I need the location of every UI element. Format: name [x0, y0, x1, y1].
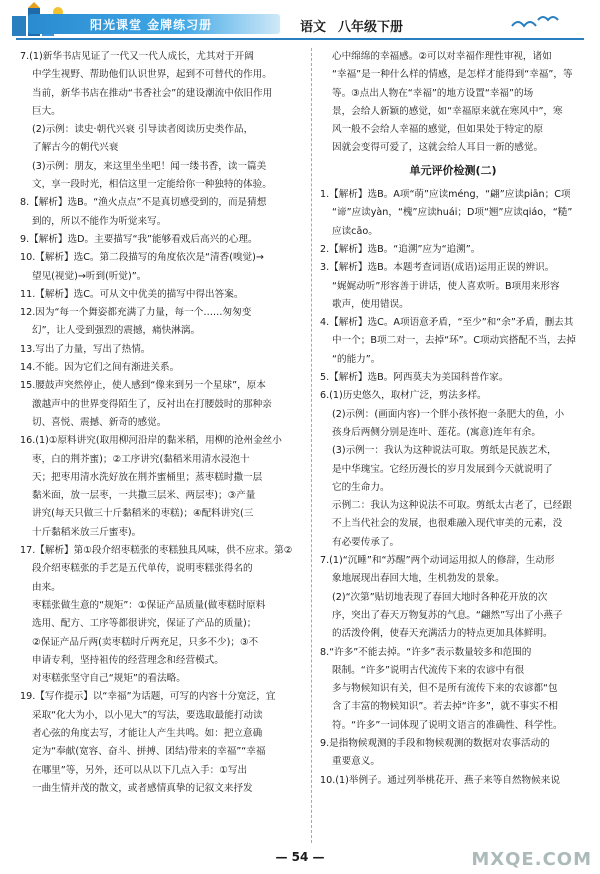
answer-line: “的能力”。: [332, 353, 381, 365]
answer-line: 10.【解析】选C。第二段描写的角度依次是“清香(嗅觉)→: [20, 252, 264, 264]
answer-line: 象地展现出春回大地，生机勃发的景象。: [332, 573, 505, 585]
answer-line: 5.【解析】选B。阿西莫夫为美国科普作家。: [320, 372, 509, 384]
answer-line: 等。③点出人物在“幸福”的地方设置“幸福”的场: [332, 87, 534, 99]
answer-line: 对枣糕张坚守自己“规矩”的看法略。: [32, 673, 186, 685]
answer-line: 含了丰富的物候知识”。若去掉“许多”，就不事实不相: [332, 701, 558, 713]
answer-line: 孩身后两侧分别是连叶、莲花。(寓意)连年有余。: [332, 426, 541, 438]
answer-line: 景，会给人新颖的感觉，如“幸福原来就在寒风中”，寒: [332, 105, 563, 117]
answer-line: 8.【解析】选B。“渔火点点”不是真切感受到的，而是猜想: [20, 197, 267, 209]
answer-line: 风一般不会给人幸福的感觉，但如果处于特定的原: [332, 124, 544, 136]
answer-line: 了解古今的朝代兴衰: [32, 142, 119, 154]
answer-line: 者心弦的角度去写，才能让人产生共鸣。如：把立意确: [32, 727, 263, 739]
answer-line: 因就会变得可爱了，这就会给人耳目一新的感觉。: [332, 142, 544, 154]
right-column-answers: [320, 186, 586, 790]
answer-line: 歌声，使用错误。: [332, 298, 409, 310]
header-rule: [16, 38, 584, 40]
answer-line: 应读cāo。: [332, 225, 378, 237]
answer-line: 重要意义。: [332, 756, 380, 768]
answer-line: 到的，所以不能作为听觉来写。: [32, 215, 167, 227]
answer-line: (3)示例：朋友，来这里坐坐吧！闻一缕书香，读一篇美: [32, 160, 267, 172]
answer-line: 是中华瑰宝。它经历漫长的岁月发展到今天就说明了: [332, 463, 553, 475]
column-divider: [311, 48, 312, 843]
answer-line: 8.“许多”不能去掉。“许多”表示数量较多和范围的: [320, 646, 532, 658]
answer-line: 心中绵绵的幸福感。②可以对幸福作理性审视，诸如: [332, 51, 552, 62]
answer-line: 中学生视野、帮助他们认识世界，起到不可替代的作用。: [32, 69, 272, 81]
answer-line: 巨大。: [32, 105, 61, 117]
answer-line: 它的生命力。: [332, 481, 390, 493]
header-banner: [0, 0, 600, 40]
answer-line: 段介绍枣糕张的手艺是五代单传，说明枣糕张得名的: [32, 563, 253, 575]
answer-line: 枣，白的荆芥蜜)；②工序讲究(黏稻米用清水浸泡十: [32, 453, 250, 465]
answer-line: 17.【解析】第①段介绍枣糕张的枣糕独具风味，供不应求。第②: [20, 545, 293, 557]
answer-line: 申请专利，坚持祖传的经营理念和经营模式。: [32, 654, 224, 666]
answer-line: 14.不能。因为它们之间有渐进关系。: [20, 362, 180, 374]
answer-line: 文，享一段时光，相信这里一定能给你一种独特的体验。: [32, 179, 272, 191]
answer-line: 7.(1)新华书店见证了一代又一代人成长，尤其对于开阔: [20, 51, 254, 62]
book-grade: 八年级下册: [338, 20, 404, 35]
answer-line: 符。“许多”一词体现了说明文语言的准确性、科学性。: [332, 719, 563, 731]
answer-line: “娓娓动听”形容善于讲话，使人喜欢听。B项用来形容: [332, 280, 560, 292]
answer-line: 十斤黏稻米放三斤蜜枣)。: [32, 526, 142, 538]
answer-line: 由来。: [32, 581, 61, 593]
birds-icon: [510, 12, 560, 36]
watermark: MXQE.COM: [471, 849, 592, 870]
answer-line: 9.是指物候观测的手段和物候观测的数据对农事活动的: [320, 737, 550, 749]
answer-line: 1.【解析】选B。A项“萌”应读méng，“翩”应读piān；C项: [320, 189, 571, 201]
answer-line: 黏米面，放一层枣，一共撒三层米、两层枣)；③产量: [32, 490, 256, 502]
answer-line: 定为“奉献(宽容、奋斗、拼搏、团结)带来的幸福”“幸福: [32, 746, 266, 758]
answer-line: 切、喜悦、震撼、新奇的感觉。: [32, 416, 167, 428]
answer-line: 序，突出了春天万物复苏的气息。“翩然”写出了小燕子: [332, 609, 563, 621]
answer-line: “幸福”是一种什么样的情感，是怎样才能得到“幸福”，等: [332, 69, 573, 81]
answer-line: (2)“次第”贴切地表现了春回大地时各种花开放的次: [332, 591, 548, 603]
book-subject: 语文: [300, 20, 327, 35]
answer-line: 讲究(每天只做三十斤黏稻米的枣糕)；④配料讲究(三: [32, 508, 254, 520]
answer-line: 3.【解析】选B。本题考查词语(成语)运用正误的辨识。: [320, 262, 555, 274]
answer-line: 15.腰鼓声突然停止，使人感到“像来到另一个星球”，原本: [20, 380, 266, 392]
section-title: 单元评价检测(二): [409, 163, 497, 177]
answer-line: (2)示例：读史·朝代兴衰 引导读者阅读历史类作品，: [32, 124, 254, 136]
answer-line: 有必要传承了。: [332, 536, 400, 548]
answer-line: “谛”应读yàn，“槐”应读huái；D项“翘”应读qiáo，“糙”: [332, 207, 573, 219]
answer-line: 一曲生情并茂的散文，或者感情真挚的记叙文来抒发: [32, 782, 253, 794]
answer-line: 望见(视觉)→听到(听觉)”。: [32, 270, 147, 282]
answer-line: 在哪里”等，另外，还可以从以下几点入手：①写出: [32, 764, 248, 776]
answer-line: 7.(1)“沉睡”和“苏醒”两个动词运用拟人的修辞，生动形: [320, 555, 555, 567]
answer-line: 激越声中的世界变得陌生了，反衬出在打腰鼓时的那种亲: [32, 398, 272, 410]
answer-line: 枣糕张做生意的“规矩”：①保证产品质量(做枣糕时原料: [32, 599, 266, 611]
answer-line: 限制。“许多”说明古代流传下来的农谚中有很: [332, 664, 525, 676]
answer-line: 6.(1)历史悠久，取材广泛，剪法多样。: [320, 390, 487, 402]
answer-line: 19.【写作提示】以“幸福”为话题，可写的内容十分宽泛，宜: [20, 691, 276, 703]
page-number: — 54 —: [275, 850, 325, 864]
answer-line: (2)示例：(画面内容)一个胖小孩怀抱一条肥大的鱼，小: [332, 408, 565, 420]
answer-line: 不上当代社会的发展，也很难融入现代审美的元素，没: [332, 518, 563, 530]
answer-line: 的活泼伶俐，使春天充满活力的特点更加具体鲜明。: [332, 628, 553, 640]
answer-line: 中一个；B项二对一，去掉“环”。C项动宾搭配不当，去掉: [332, 335, 576, 347]
answer-line: 13.写出了力量，写出了热情。: [20, 343, 151, 355]
answer-line: 多与物候知识有关，但不是所有流传下来的农谚都“包: [332, 683, 558, 695]
answer-column-right: [320, 48, 586, 790]
answer-line: (3)示例一：我认为这种说法可取。剪纸是民族艺术，: [332, 445, 557, 457]
answer-line: 当前，新华书店在推动“书香社会”的建设潮流中依旧作用: [32, 87, 273, 99]
book-subject-grade: [300, 16, 403, 35]
answer-line: 4.【解析】选C。A项语意矛盾，“至少”和“余”矛盾，删去其: [320, 317, 574, 329]
answer-line: 12.因为“每一个舞姿都充满了力量，每一个……匆匆变: [20, 307, 252, 319]
answer-line: 选用、配方、工序等都很讲究，保证了产品的质量)；: [32, 618, 257, 630]
answer-line: 10.(1)举例子。通过列举桃花开、燕子来等自然物候来说: [320, 774, 560, 786]
answer-line: 11.【解析】选C。可从文中优美的描写中得出答案。: [20, 288, 244, 300]
answer-line: ②保证产品斤两(卖枣糕时斤两充足，只多不少)；③不: [32, 636, 259, 648]
answer-line: 9.【解析】选D。主要描写“我”能够看戏后高兴的心理。: [20, 233, 258, 245]
answer-line: 幻”，让人受到强烈的震撼，痛快淋漓。: [32, 325, 201, 337]
right-column-continuation: [320, 48, 586, 158]
answer-line: 天；把枣用清水洗好放在荆芥蜜桶里；蒸枣糕时撒一层: [32, 471, 263, 483]
answer-line: 16.(1)①原料讲究(取用柳河沿岸的黏米稻，用柳的沧州金丝小: [20, 435, 282, 447]
series-title: 阳光课堂 金牌练习册: [90, 18, 213, 32]
answer-line: 示例二：我认为这种说法不可取。剪纸太古老了，已经跟: [332, 500, 572, 512]
answer-column-left: [20, 48, 304, 798]
answer-line: 2.【解析】选B。“追溯”应为“追溯”。: [320, 243, 481, 255]
answer-line: 采取“化大为小，以小见大”的写法，要选取最能打动读: [32, 709, 263, 721]
